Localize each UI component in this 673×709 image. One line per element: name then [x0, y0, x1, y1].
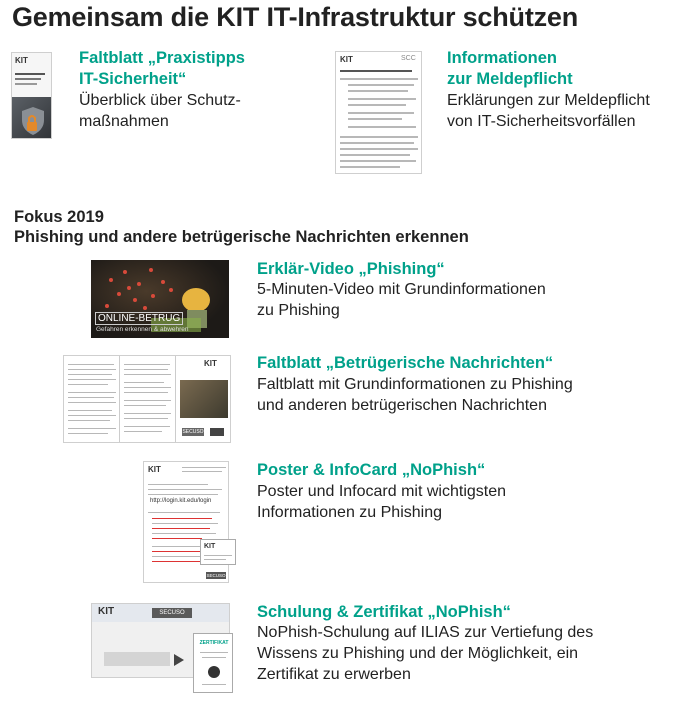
kit-logo-icon: KIT: [98, 606, 115, 617]
praxistipps-title[interactable]: Faltblatt „Praxistipps IT-Sicherheit“: [79, 49, 245, 88]
page-title: Gemeinsam die KIT IT-Infrastruktur schützen: [12, 2, 579, 32]
video-title[interactable]: Erklär-Video „Phishing“: [257, 260, 445, 278]
secuso-logo-icon: SECUSO: [182, 429, 204, 435]
meldepflicht-title[interactable]: Informationen zur Meldepflicht: [447, 49, 573, 88]
training-description: NoPhish-Schulung auf ILIAS zur Vertiefung des Wissens zu Phishing und der Möglichkeit, ein Zertifikat zu erwerben: [257, 624, 594, 683]
meldepflicht-document-thumbnail[interactable]: [335, 51, 422, 174]
flyer-title[interactable]: Faltblatt „Betrügerische Nachrichten“: [257, 354, 554, 372]
betruegerische-nachrichten-flyer-thumbnail[interactable]: [63, 355, 231, 443]
shield-lock-icon: [20, 105, 46, 137]
video-overlay-title: ONLINE-BETRUG: [95, 312, 183, 325]
nophish-certificate-thumbnail[interactable]: [193, 633, 233, 693]
kit-logo-icon: KIT: [204, 359, 217, 368]
video-overlay-subtitle: Gefahren erkennen & abwehren: [96, 326, 189, 333]
praxistipps-flyer-thumbnail[interactable]: [11, 52, 52, 139]
phishing-video-thumbnail[interactable]: [91, 260, 229, 338]
training-play-icon: [174, 654, 184, 666]
video-description: 5-Minuten-Video mit Grundinformationen zu Phishing: [257, 281, 546, 319]
kit-logo-icon: KIT: [15, 56, 28, 65]
certificate-heading: ZERTIFIKAT: [199, 640, 229, 646]
focus-heading: Fokus 2019 Phishing und andere betrügerische Nachrichten erkennen: [14, 208, 469, 246]
praxistipps-description: Überblick über Schutz- maßnahmen: [79, 92, 241, 130]
training-title[interactable]: Schulung & Zertifikat „NoPhish“: [257, 603, 511, 621]
poster-url-example: http://login.kit.edu/login: [150, 498, 212, 504]
flyer-description: Faltblatt mit Grundinformationen zu Phishing und anderen betrügerischen Nachrichten: [257, 376, 573, 414]
poster-title[interactable]: Poster & InfoCard „NoPhish“: [257, 461, 486, 479]
secuso-logo-icon: SECUSO: [206, 573, 226, 578]
meldepflicht-description: Erklärungen zur Meldepflicht von IT-Sicherheitsvorfällen: [447, 92, 650, 130]
scc-logo-icon: SCC: [401, 55, 416, 62]
kit-logo-icon: KIT: [340, 55, 353, 64]
kit-logo-icon: KIT: [204, 543, 216, 550]
poster-description: Poster und Infocard mit wichtigsten Informationen zu Phishing: [257, 483, 507, 521]
nophish-infocard-thumbnail[interactable]: [200, 539, 236, 565]
secuso-logo-icon: SECUSO: [152, 608, 192, 618]
kit-logo-icon: KIT: [148, 465, 161, 474]
